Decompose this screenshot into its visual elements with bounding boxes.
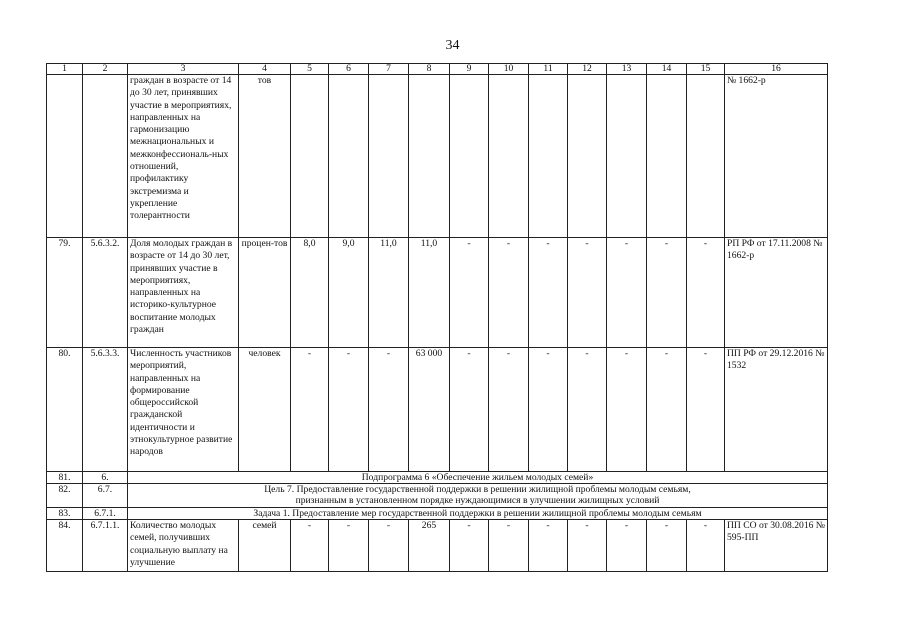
value-cell: [529, 75, 568, 238]
unit-cell: семей: [239, 520, 291, 572]
value-cell: [291, 75, 329, 238]
value-cell: -: [329, 520, 369, 572]
table-row: [47, 238, 828, 348]
value-cell: -: [369, 520, 409, 572]
header-cell: 3: [128, 64, 239, 75]
value-cell: -: [647, 520, 687, 572]
row-code: 6.7.1.1.: [83, 520, 128, 572]
value-cell: -: [291, 348, 329, 472]
value-cell: -: [568, 520, 607, 572]
header-cell: 10: [489, 64, 529, 75]
value-cell: -: [450, 348, 489, 472]
value-cell: -: [568, 238, 607, 348]
header-cell: 6: [329, 64, 369, 75]
legal-doc-cell: ПП РФ от 29.12.2016 № 1532: [725, 348, 828, 472]
value-cell: [329, 75, 369, 238]
value-cell: -: [568, 348, 607, 472]
table-row: [47, 75, 828, 238]
header-cell: 11: [529, 64, 568, 75]
value-cell: -: [607, 238, 647, 348]
value-cell: -: [489, 348, 529, 472]
subprogram-row: [47, 472, 828, 484]
value-cell: -: [369, 348, 409, 472]
row-number: 84.: [47, 520, 83, 572]
value-cell: [489, 75, 529, 238]
unit-cell: процен-тов: [239, 238, 291, 348]
legal-doc-cell: РП РФ от 17.11.2008 № 1662-р: [725, 238, 828, 348]
legal-doc-cell: № 1662-р: [725, 75, 828, 238]
value-cell: -: [687, 348, 725, 472]
indicator-name: граждан в возрасте от 14 до 30 лет, принявших участие в мероприятиях, направленных на гармонизацию межнациональных и межконфессиональ-ных отношений, профилактику экстремизма и укрепление толерантности: [128, 75, 239, 238]
value-cell: [369, 75, 409, 238]
header-row: [47, 64, 828, 75]
row-number: 79.: [47, 238, 83, 348]
value-cell: -: [450, 520, 489, 572]
row-code: 6.: [83, 472, 128, 484]
task-row: [47, 508, 828, 520]
row-code: 6.7.1.: [83, 508, 128, 520]
value-cell: [687, 75, 725, 238]
row-code: 6.7.: [83, 484, 128, 508]
value-cell: -: [489, 520, 529, 572]
value-cell: -: [607, 520, 647, 572]
unit-cell: человек: [239, 348, 291, 472]
row-number: 83.: [47, 508, 83, 520]
value-cell: -: [687, 238, 725, 348]
row-code: 5.6.3.2.: [83, 238, 128, 348]
header-cell: 16: [725, 64, 828, 75]
value-cell: 11,0: [369, 238, 409, 348]
header-cell: 4: [239, 64, 291, 75]
value-cell: -: [647, 238, 687, 348]
row-number: 82.: [47, 484, 83, 508]
header-cell: 8: [409, 64, 450, 75]
value-cell: -: [450, 238, 489, 348]
value-cell: 63 000: [409, 348, 450, 472]
table-row: [47, 520, 828, 572]
goal-row: [47, 484, 828, 508]
indicator-name: Доля молодых граждан в возрасте от 14 до 30 лет, принявших участие в мероприятиях, направленных на историко-культурное воспитание молодых граждан: [128, 238, 239, 348]
value-cell: [568, 75, 607, 238]
value-cell: [409, 75, 450, 238]
indicator-name: Численность участников мероприятий, направленных на формирование общероссийской гражданской идентичности и этнокультурное развитие народов: [128, 348, 239, 472]
value-cell: [607, 75, 647, 238]
value-cell: -: [529, 348, 568, 472]
subprogram-title: Подпрограмма 6 «Обеспечение жильем молодых семей»: [128, 472, 828, 484]
value-cell: -: [489, 238, 529, 348]
header-cell: 5: [291, 64, 329, 75]
value-cell: -: [607, 348, 647, 472]
value-cell: 265: [409, 520, 450, 572]
table-row: [47, 348, 828, 472]
task-text: Задача 1. Предоставление мер государственной поддержки в решении жилищной проблемы молодым семьям: [128, 508, 828, 520]
value-cell: -: [529, 238, 568, 348]
unit-cell: тов: [239, 75, 291, 238]
legal-doc-cell: ПП СО от 30.08.2016 № 595-ПП: [725, 520, 828, 572]
header-cell: 13: [607, 64, 647, 75]
value-cell: -: [329, 348, 369, 472]
page-number: 34: [445, 38, 460, 53]
header-cell: 14: [647, 64, 687, 75]
header-cell: 9: [450, 64, 489, 75]
value-cell: -: [291, 520, 329, 572]
row-code: [83, 75, 128, 238]
row-number: [47, 75, 83, 238]
value-cell: -: [529, 520, 568, 572]
row-code: 5.6.3.3.: [83, 348, 128, 472]
header-cell: 1: [47, 64, 83, 75]
value-cell: [647, 75, 687, 238]
value-cell: -: [687, 520, 725, 572]
value-cell: 11,0: [409, 238, 450, 348]
value-cell: 8,0: [291, 238, 329, 348]
header-cell: 2: [83, 64, 128, 75]
indicator-name: Количество молодых семей, получивших социальную выплату на улучшение: [128, 520, 239, 572]
value-cell: 9,0: [329, 238, 369, 348]
header-cell: 15: [687, 64, 725, 75]
indicators-table: [46, 63, 828, 572]
value-cell: [450, 75, 489, 238]
header-cell: 7: [369, 64, 409, 75]
header-cell: 12: [568, 64, 607, 75]
row-number: 81.: [47, 472, 83, 484]
goal-text: Цель 7. Предоставление государственной поддержки в решении жилищной проблемы молодым семьям, признанным в установленном порядке нуждающимися в улучшении жилищных условий: [128, 484, 828, 508]
value-cell: -: [647, 348, 687, 472]
row-number: 80.: [47, 348, 83, 472]
